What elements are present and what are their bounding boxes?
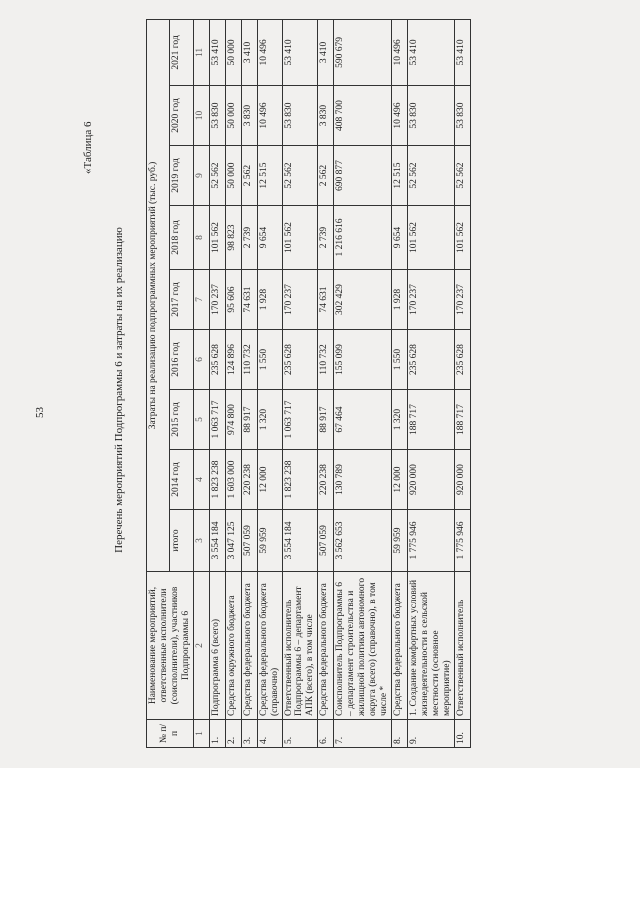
- cell-value: 1 550: [257, 330, 282, 390]
- cell-value: 1 063 717: [209, 390, 225, 450]
- cell-value: 974 800: [225, 390, 241, 450]
- cell-value: 3 830: [318, 86, 334, 146]
- cell-value: 88 917: [318, 390, 334, 450]
- cell-value: 101 562: [282, 206, 318, 270]
- cell-value: 67 464: [334, 390, 392, 450]
- row-name: Средства окружного бюджета: [225, 572, 241, 720]
- cell-value: 235 628: [282, 330, 318, 390]
- table-row: [391, 19, 407, 747]
- cell-value: 3 047 125: [225, 510, 241, 572]
- cell-value: 9 654: [391, 206, 407, 270]
- table-row: [209, 19, 225, 747]
- cell-value: 188 717: [407, 390, 454, 450]
- cell-value: 52 562: [454, 146, 470, 206]
- cell-value: 53 830: [407, 86, 454, 146]
- header-year: 2016 год: [170, 330, 193, 390]
- cell-value: 3 410: [318, 19, 334, 85]
- row-number: 9.: [407, 720, 454, 748]
- row-name: Средства федерального бюджета: [391, 572, 407, 720]
- column-number: 9: [193, 146, 209, 206]
- row-name: Ответственный исполнитель Подпрограммы 6 – департамент АПК (всего), в том числе: [282, 572, 318, 720]
- cell-value: 95 606: [225, 270, 241, 330]
- cell-value: 59 959: [257, 510, 282, 572]
- table-row: [282, 19, 318, 747]
- cell-value: 98 823: [225, 206, 241, 270]
- table-label: «Таблица 6: [82, 121, 94, 174]
- table-row: [318, 19, 334, 747]
- cell-value: 10 496: [257, 19, 282, 85]
- cell-value: 1 603 000: [225, 450, 241, 510]
- column-number: 6: [193, 330, 209, 390]
- cell-value: 170 237: [454, 270, 470, 330]
- page-number: 53: [34, 407, 46, 418]
- cell-value: 1 550: [391, 330, 407, 390]
- cell-value: 130 789: [334, 450, 392, 510]
- header-year: 2014 год: [170, 450, 193, 510]
- cell-value: 53 410: [454, 19, 470, 85]
- row-name: Подпрограмма 6 (всего): [209, 572, 225, 720]
- cell-value: 110 732: [241, 330, 257, 390]
- cell-value: 235 628: [209, 330, 225, 390]
- column-number: 10: [193, 86, 209, 146]
- cell-value: 12 000: [257, 450, 282, 510]
- header-year: 2018 год: [170, 206, 193, 270]
- cell-value: 74 631: [318, 270, 334, 330]
- header-name: Наименование мероприятий, ответственные исполнители (соисполнители), участников Подпрограммы 6: [147, 572, 194, 720]
- cell-value: 3 554 184: [282, 510, 318, 572]
- column-numbers-row: [193, 19, 209, 747]
- cell-value: 590 679: [334, 19, 392, 85]
- cell-value: 53 410: [407, 19, 454, 85]
- row-number: 5.: [282, 720, 318, 748]
- cell-value: 9 654: [257, 206, 282, 270]
- cell-value: 408 700: [334, 86, 392, 146]
- cell-value: 170 237: [282, 270, 318, 330]
- cell-value: 52 562: [407, 146, 454, 206]
- measures-table: [146, 19, 471, 748]
- cell-value: 507 059: [318, 510, 334, 572]
- cell-value: 124 896: [225, 330, 241, 390]
- row-name: Ответственный исполнитель: [454, 572, 470, 720]
- cell-value: 53 830: [209, 86, 225, 146]
- table-row: [241, 19, 257, 747]
- rotated-page-content: [20, 20, 630, 760]
- row-number: 10.: [454, 720, 470, 748]
- cell-value: 920 000: [454, 450, 470, 510]
- column-number: 8: [193, 206, 209, 270]
- cell-value: 3 562 653: [334, 510, 392, 572]
- row-name: Соисполнитель Подпрограммы 6 – департамент строительства и жилищной политики автономного округа (всего) (справочно), в том числе *: [334, 572, 392, 720]
- column-number: 7: [193, 270, 209, 330]
- cell-value: 1 775 946: [454, 510, 470, 572]
- cell-value: 3 410: [241, 19, 257, 85]
- cell-value: 2 562: [241, 146, 257, 206]
- cell-value: 507 059: [241, 510, 257, 572]
- cell-value: 235 628: [407, 330, 454, 390]
- cell-value: 53 410: [282, 19, 318, 85]
- cell-value: 53 830: [454, 86, 470, 146]
- cell-value: 12 515: [391, 146, 407, 206]
- cell-value: 12 000: [391, 450, 407, 510]
- cell-value: 10 496: [391, 86, 407, 146]
- cell-value: 2 739: [241, 206, 257, 270]
- cell-value: 110 732: [318, 330, 334, 390]
- table-row: [334, 19, 392, 747]
- column-number: 11: [193, 19, 209, 85]
- cell-value: 1 320: [391, 390, 407, 450]
- row-number: 3.: [241, 720, 257, 748]
- cell-value: 1 823 238: [282, 450, 318, 510]
- row-number: 2.: [225, 720, 241, 748]
- cell-value: 170 237: [209, 270, 225, 330]
- row-number: 4.: [257, 720, 282, 748]
- cell-value: 10 496: [391, 19, 407, 85]
- column-number: 3: [193, 510, 209, 572]
- cell-value: 50 000: [225, 19, 241, 85]
- cell-value: 920 000: [407, 450, 454, 510]
- document-title: Перечень мероприятий Подпрограммы 6 и затраты на их реализацию: [113, 227, 125, 553]
- table-row: [257, 19, 282, 747]
- row-name: 1. Создание комфортных условий жизнедеятельности в сельской местности (основное мероприятие): [407, 572, 454, 720]
- cell-value: 1 775 946: [407, 510, 454, 572]
- row-number: 7.: [334, 720, 392, 748]
- cell-value: 53 410: [209, 19, 225, 85]
- header-year: 2019 год: [170, 146, 193, 206]
- cell-value: 188 717: [454, 390, 470, 450]
- cell-value: 101 562: [407, 206, 454, 270]
- cell-value: 52 562: [282, 146, 318, 206]
- cell-value: 53 830: [282, 86, 318, 146]
- cell-value: 1 216 616: [334, 206, 392, 270]
- cell-value: 52 562: [209, 146, 225, 206]
- header-year: 2020 год: [170, 86, 193, 146]
- cell-value: 2 739: [318, 206, 334, 270]
- cell-value: 1 063 717: [282, 390, 318, 450]
- cell-value: 88 917: [241, 390, 257, 450]
- header-total: итого: [170, 510, 193, 572]
- cell-value: 2 562: [318, 146, 334, 206]
- cell-value: 3 554 184: [209, 510, 225, 572]
- column-number: 4: [193, 450, 209, 510]
- row-number: 8.: [391, 720, 407, 748]
- cell-value: 1 320: [257, 390, 282, 450]
- cell-value: 1 823 238: [209, 450, 225, 510]
- cell-value: 690 877: [334, 146, 392, 206]
- header-row: [147, 19, 170, 747]
- cell-value: 101 562: [454, 206, 470, 270]
- cell-value: 235 628: [454, 330, 470, 390]
- row-number: 6.: [318, 720, 334, 748]
- table-row: [454, 19, 470, 747]
- cell-value: 170 237: [407, 270, 454, 330]
- row-name: Средства федерального бюджета: [241, 572, 257, 720]
- cell-value: 74 631: [241, 270, 257, 330]
- cell-value: 50 000: [225, 86, 241, 146]
- header-year: 2017 год: [170, 270, 193, 330]
- column-number: 1: [193, 720, 209, 748]
- header-costs: Затраты на реализацию подпрограммных мероприятий (тыс. руб.): [147, 19, 170, 571]
- cell-value: 1 928: [391, 270, 407, 330]
- cell-value: 10 496: [257, 86, 282, 146]
- cell-value: 101 562: [209, 206, 225, 270]
- cell-value: 220 238: [318, 450, 334, 510]
- header-year: 2021 год: [170, 19, 193, 85]
- table-row: [225, 19, 241, 747]
- table-row: [407, 19, 454, 747]
- cell-value: 50 000: [225, 146, 241, 206]
- header-num: № п/п: [147, 720, 194, 748]
- cell-value: 220 238: [241, 450, 257, 510]
- cell-value: 155 099: [334, 330, 392, 390]
- cell-value: 302 429: [334, 270, 392, 330]
- column-number: 5: [193, 390, 209, 450]
- column-number: 2: [193, 572, 209, 720]
- header-year: 2015 год: [170, 390, 193, 450]
- cell-value: 1 928: [257, 270, 282, 330]
- row-name: Средства федерального бюджета: [318, 572, 334, 720]
- row-name: Средства федерального бюджета (справочно): [257, 572, 282, 720]
- cell-value: 12 515: [257, 146, 282, 206]
- cell-value: 59 959: [391, 510, 407, 572]
- row-number: 1.: [209, 720, 225, 748]
- cell-value: 3 830: [241, 86, 257, 146]
